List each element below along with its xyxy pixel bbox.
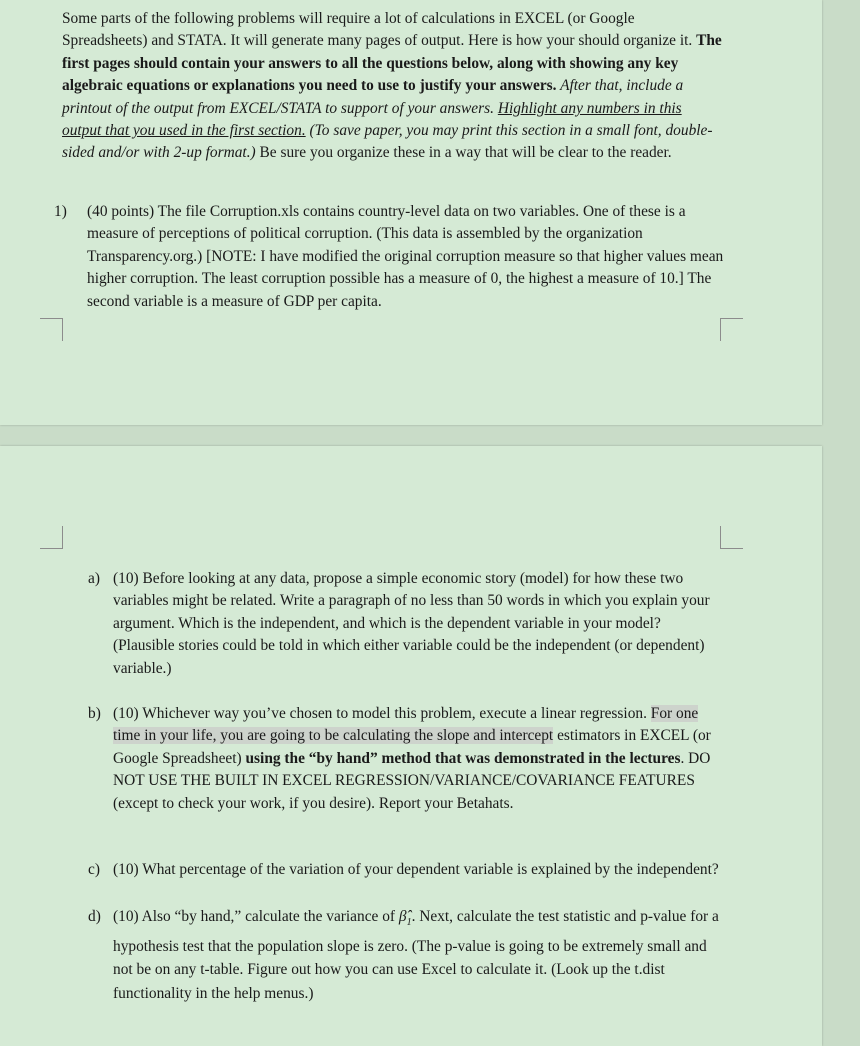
instructions-italic-text: After that, include a printout of the output from EXCEL/STATA to support of your answers.: [62, 77, 684, 117]
question-a-text: (10) Before looking at any data, propose a simple economic story (model) for how these two variables might be related. Write a paragraph of no less than 50 words in which you explain your argument. Which is the independent, and which is the dependent variable in your model? (Plausible stories could be told in which either variable could be the independent (or dependent) variable.): [113, 570, 710, 677]
question-c-text: (10) What percentage of the variation of your dependent variable is explained by the independent?: [113, 861, 719, 878]
instructions-closing-text: Be sure you organize these in a way that will be clear to the reader.: [255, 144, 672, 162]
question-d: [88, 905, 724, 1005]
instructions-paragraph: [62, 8, 722, 165]
instructions-underlined-text: Highlight any numbers in this output that you used in the first section.: [62, 99, 682, 140]
question-a: [88, 568, 724, 680]
beta-hat-symbol: $\betâ_1$: [398, 908, 412, 929]
question-b-bold-text: using the “by hand” method that was demonstrated in the lectures: [245, 749, 681, 767]
question-b-text: (10) Whichever way you’ve chosen to model this problem, execute a linear regression. For one time in your life, you are going to be calculating the slope and intercept estimators in EXCEL (or Google Spreadsheet) using the “by hand” method that was demonstrated in the lectures. DO NOT USE THE BUILT IN EXCEL REGRESSION/VARIANCE/COVARIANCE FEATURES (except to check your work, if you desire). Report your Betahats.: [113, 705, 711, 812]
question-1: [54, 201, 724, 313]
question-1-text: (40 points) The file Corruption.xls contains country-level data on two variables. One of these is a measure of perceptions of political corruption. (This data is assembled by the organization Transparency.org.) [NOTE: I have modified the original corruption measure so that higher values mean higher corruption. The least corruption possible has a measure of 0, the highest a measure of 10.] The second variable is a measure of GDP per capita.: [87, 203, 724, 310]
instructions-text: Some parts of the following problems will require a lot of calculations in EXCEL (or Google Spreadsheets) and STATA. It will generate many pages of output. Here is how your should organize it.: [62, 10, 697, 50]
crop-mark-bottom-left: [40, 318, 63, 341]
question-d-text: (10) Also “by hand,” calculate the variance of $\betâ_1$. Next, calculate the test statistic and p-value for a hypothesis test that the population slope is zero. (The p-value is going to be extremely small and not be on any t-table. Figure out how you can use Excel to calculate it. (Look up the t.dist functionality in the help menus.): [113, 908, 719, 1002]
question-b: [88, 703, 724, 815]
crop-mark-top-left: [40, 526, 63, 549]
question-c-label: c): [88, 861, 100, 878]
question-1-number: 1): [54, 203, 67, 220]
crop-mark-bottom-right: [720, 318, 743, 341]
highlighted-text: For one time in your life, you are going to be calculating the slope and intercept: [113, 705, 699, 745]
crop-mark-top-right: [720, 526, 743, 549]
instructions-italic-note: (To save paper, you may print this section in a small font, double-sided and/or with 2-up format.): [62, 122, 713, 162]
document-page-1: [0, 0, 822, 425]
question-a-label: a): [88, 570, 100, 587]
question-d-label: d): [88, 908, 101, 925]
question-c: [88, 859, 724, 881]
question-b-label: b): [88, 705, 101, 722]
document-page-2: [0, 446, 822, 1046]
instructions-bold-text: The first pages should contain your answers to all the questions below, along with showing any key algebraic equations or explanations you need to use to justify your answers.: [62, 32, 722, 95]
